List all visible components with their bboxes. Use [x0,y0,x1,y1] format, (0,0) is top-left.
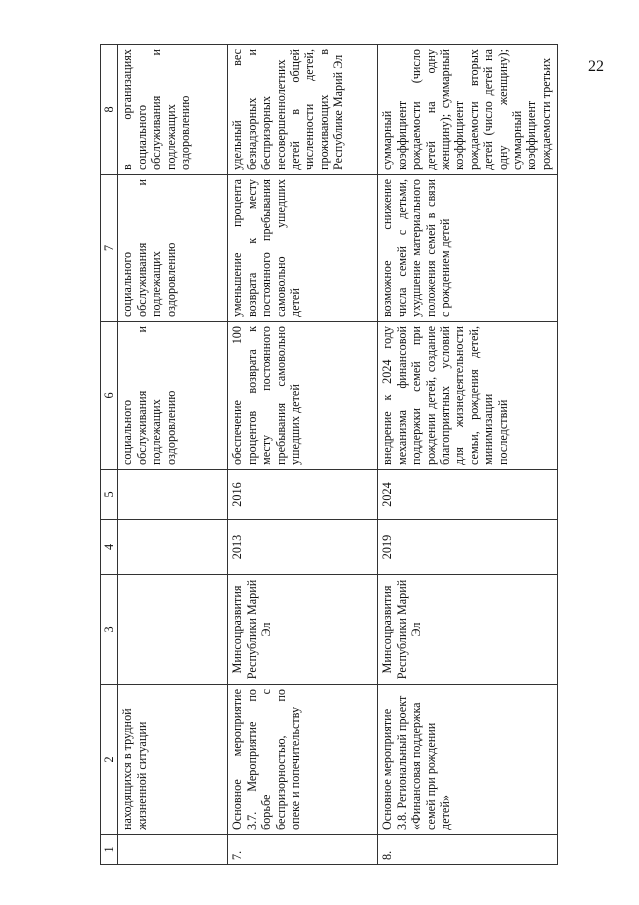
executor: Минсоцразвития Республики Марий Эл [228,575,378,685]
table-row [228,45,378,865]
end-year [118,470,228,520]
col-header-6: 6 [101,322,118,470]
col-header-1: 1 [101,835,118,865]
end-year: 2016 [228,470,378,520]
program-measures-table [100,44,558,865]
col-header-3: 3 [101,575,118,685]
page-number: 22 [588,58,604,75]
col-header-8: 8 [101,45,118,175]
start-year [118,520,228,575]
col-header-5: 5 [101,470,118,520]
expected-result: внедрение к 2024 году механизма финансовой поддержки семей при рождении детей, создание благоприятных условий для жизнедеятельности семьи, рождения детей, минимизации последствий [378,322,558,470]
related-indicators: суммарный коэффициент рождаемости (число детей на одну женщину); суммарный коэффициент рождаемости вторых детей (число детей на одну женщину); суммарный коэффициент рождаемости третьих [378,45,558,175]
col-header-2: 2 [101,685,118,835]
row-number: 7. [228,835,378,865]
start-year: 2019 [378,520,558,575]
measure-name: находящихся в трудной жизненной ситуации [118,685,228,835]
col-header-7: 7 [101,175,118,322]
start-year: 2013 [228,520,378,575]
column-number-header-row [101,45,118,865]
end-year: 2024 [378,470,558,520]
executor: Минсоцразвития Республики Марий Эл [378,575,558,685]
non-implementation-consequences: социального обслуживания и подлежащих оздоровлению [118,175,228,322]
measure-name: Основное мероприятие 3.8. Региональный проект «Финансовая поддержка семей при рождении детей» [378,685,558,835]
col-header-4: 4 [101,520,118,575]
row-number [118,835,228,865]
table-row [118,45,228,865]
related-indicators: удельный вес безнадзорных и беспризорных несовершеннолетних детей в общей численности детей, проживающих в Республике Марий Эл [228,45,378,175]
non-implementation-consequences: уменьшение процента возврата к месту постоянного пребывания самовольно ушедших детей [228,175,378,322]
measure-name: Основное мероприятие 3.7. Мероприятие по борьбе с беспризорностью, по опеке и попечительству [228,685,378,835]
non-implementation-consequences: возможное снижение числа семей с детьми, ухудшение материального положения семей в связи с рождением детей [378,175,558,322]
executor [118,575,228,685]
expected-result: обеспечение 100 процентов возврата к месту постоянного пребывания самовольно ушедших детей [228,322,378,470]
row-number: 8. [378,835,558,865]
expected-result: социального обслуживания и подлежащих оздоровлению [118,322,228,470]
table-row [378,45,558,865]
related-indicators: в организациях социального обслуживания и подлежащих оздоровлению [118,45,228,175]
